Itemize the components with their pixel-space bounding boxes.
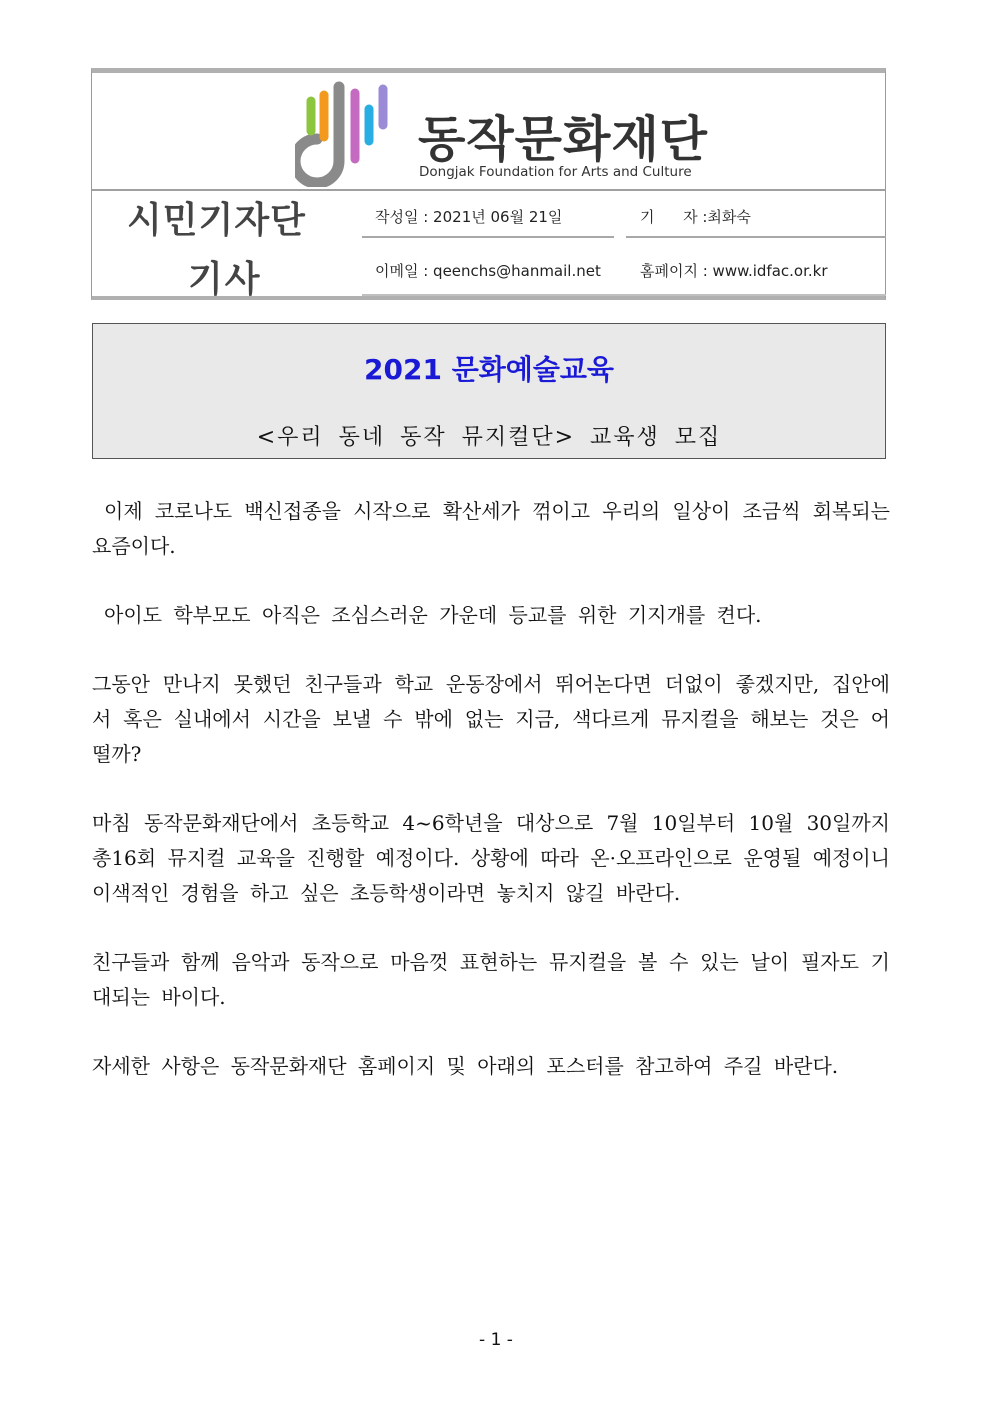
paragraph: 자세한 사항은 동작문화재단 홈페이지 및 아래의 포스터를 참고하여 주길 바란다. (92, 1054, 839, 1078)
page-number: - 1 - (479, 1330, 513, 1350)
citizen-reporter-label: 시민기자단 (127, 200, 306, 241)
divider (626, 236, 886, 238)
paragraph: 마침 동작문화재단에서 초등학교 4~6학년을 대상으로 7월 10일부터 10월 30일까지 총16회 뮤지컬 교육을 진행할 예정이다. 상황에 따라 온·오프라인으로 운영될 예정이니 이색적인 경험을 하고 싶은 초등학생이라면 놓치지 않길 바란다. (92, 811, 890, 905)
homepage-label: 홈페이지 : www.idfac.or.kr (640, 262, 828, 280)
email-label: 이메일 : qeenchs@hanmail.net (375, 262, 601, 280)
paragraph: 그동안 만나지 못했던 친구들과 학교 운동장에서 뛰어논다면 더없이 좋겠지만, 집안에서 혹은 실내에서 시간을 보낼 수 밖에 없는 지금, 색다르게 뮤지컬을 해보는 것은 어떨까? (92, 672, 890, 766)
header-box (91, 68, 886, 300)
logo-area (92, 73, 885, 191)
divider (362, 294, 886, 296)
date-label: 작성일 : 2021년 06월 21일 (375, 208, 563, 226)
dongjak-logo-icon (295, 79, 397, 187)
article-label: 기사 (188, 259, 262, 300)
article-title: 2021 문화예술교육 (364, 353, 614, 386)
paragraph: 친구들과 함께 음악과 동작으로 마음껏 표현하는 뮤지컬을 볼 수 있는 날이 필자도 기대되는 바이다. (92, 950, 890, 1009)
article-body (92, 494, 890, 1118)
divider (362, 236, 614, 238)
paragraph: 이제 코로나도 백신접종을 시작으로 확산세가 꺾이고 우리의 일상이 조금씩 회복되는 요즘이다. (92, 499, 890, 558)
logo-name-ko: 동작문화재단 (418, 111, 709, 168)
paragraph: 아이도 학부모도 아직은 조심스러운 가운데 등교를 위한 기지개를 켠다. (104, 603, 762, 627)
article-subtitle: <우리 동네 동작 뮤지컬단> 교육생 모집 (256, 425, 722, 450)
reporter-label: 기 자 :최화숙 (640, 208, 751, 226)
logo-name-en: Dongjak Foundation for Arts and Culture (419, 164, 692, 180)
title-box (92, 323, 886, 459)
